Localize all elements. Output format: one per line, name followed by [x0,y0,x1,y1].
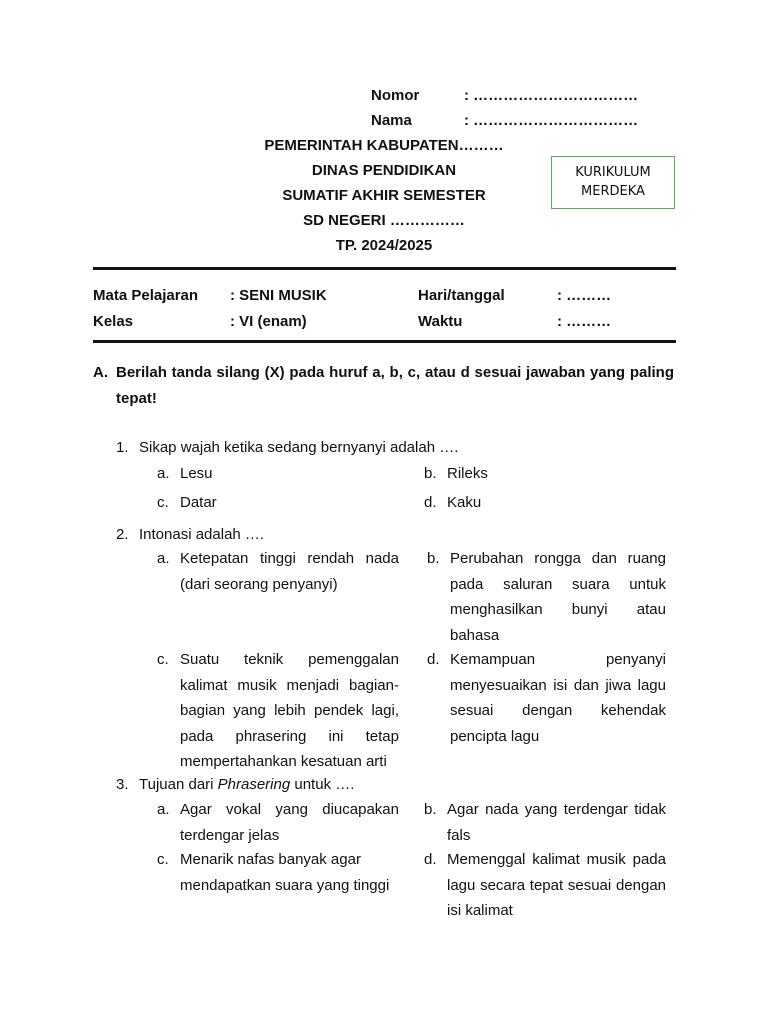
kurikulum-badge [551,156,675,209]
q2-letter-b: b. [427,550,440,567]
q3-text-em: Phrasering [217,776,291,793]
header-line-school: SD NEGERI …………… [303,212,465,229]
section-letter: A. [93,364,108,381]
q3-letter-b: b. [424,801,437,818]
mapel-value: : SENI MUSIK [230,287,327,304]
q1-letter-c: c. [157,494,169,511]
question-3-number: 3. [116,776,129,793]
q2-letter-c: c. [157,651,169,668]
q2-option-b: Perubahan rongga dan ruang pada saluran suara untuk menghasilkan bunyi atau bahasa [450,550,666,644]
nama-value: : …………………………… [464,112,639,129]
q2-letter-a: a. [157,550,170,567]
question-2-text: Intonasi adalah …. [139,526,265,543]
header-line-sumatif: SUMATIF AKHIR SEMESTER [282,187,486,204]
hari-label: Hari/tanggal [418,287,505,304]
q1-letter-a: a. [157,465,170,482]
hari-value: : ……… [557,287,612,304]
question-1-number: 1. [116,439,129,456]
nomor-value: : …………………………… [464,87,639,104]
q3-letter-d: d. [424,851,437,868]
q2-option-a: Ketepatan tinggi rendah nada (dari seorang penyanyi) [180,550,399,593]
header-line-year: TP. 2024/2025 [335,237,433,254]
divider-bottom [93,340,676,343]
question-1-text: Sikap wajah ketika sedang bernyanyi adalah …. [139,439,459,456]
q1-option-d: Kaku [447,494,482,511]
badge-line-2: MERDEKA [581,184,645,199]
mapel-label: Mata Pelajaran [93,287,199,304]
q3-option-c: Menarik nafas banyak agar mendapatkan suara yang tinggi [180,851,390,894]
question-2-number: 2. [116,526,129,543]
kelas-value: : VI (enam) [230,313,307,330]
question-3-text [139,772,354,798]
q2-option-c: Suatu teknik pemenggalan kalimat musik menjadi bagian-bagian yang lebih pendek lagi, pada phrasering ini tetap mempertahankan kesatuan arti [180,651,399,770]
q3-option-a: Agar vokal yang diucapakan terdengar jelas [180,801,399,844]
q3-option-d: Memenggal kalimat musik pada lagu secara tepat sesuai dengan isi kalimat [447,851,666,919]
divider-top [93,267,676,270]
q1-option-c: Datar [180,494,217,511]
q3-text-pre: Tujuan dari [139,776,218,793]
q3-option-b: Agar nada yang terdengar tidak fals [447,801,666,844]
header-line-dinas: DINAS PENDIDIKAN [311,162,457,179]
q1-option-b: Rileks [447,465,488,482]
kelas-label: Kelas [93,313,134,330]
q1-option-a: Lesu [180,465,213,482]
nama-label: Nama [371,112,412,129]
q3-letter-c: c. [157,851,169,868]
q2-option-d: Kemampuan penyanyi menyesuaikan isi dan jiwa lagu sesuai dengan kehendak pencipta lagu [450,651,666,745]
waktu-value: : ……… [557,313,612,330]
section-instruction: Berilah tanda silang (X) pada huruf a, b, c, atau d sesuai jawaban yang paling tepat! [116,364,674,407]
header-line-government: PEMERINTAH KABUPATEN……… [264,137,504,154]
q3-letter-a: a. [157,801,170,818]
q2-letter-d: d. [427,651,440,668]
nomor-label: Nomor [371,87,420,104]
badge-line-1: KURIKULUM [575,165,651,180]
q3-text-post: untuk …. [290,776,355,793]
q1-letter-d: d. [424,494,437,511]
q1-letter-b: b. [424,465,437,482]
waktu-label: Waktu [418,313,463,330]
